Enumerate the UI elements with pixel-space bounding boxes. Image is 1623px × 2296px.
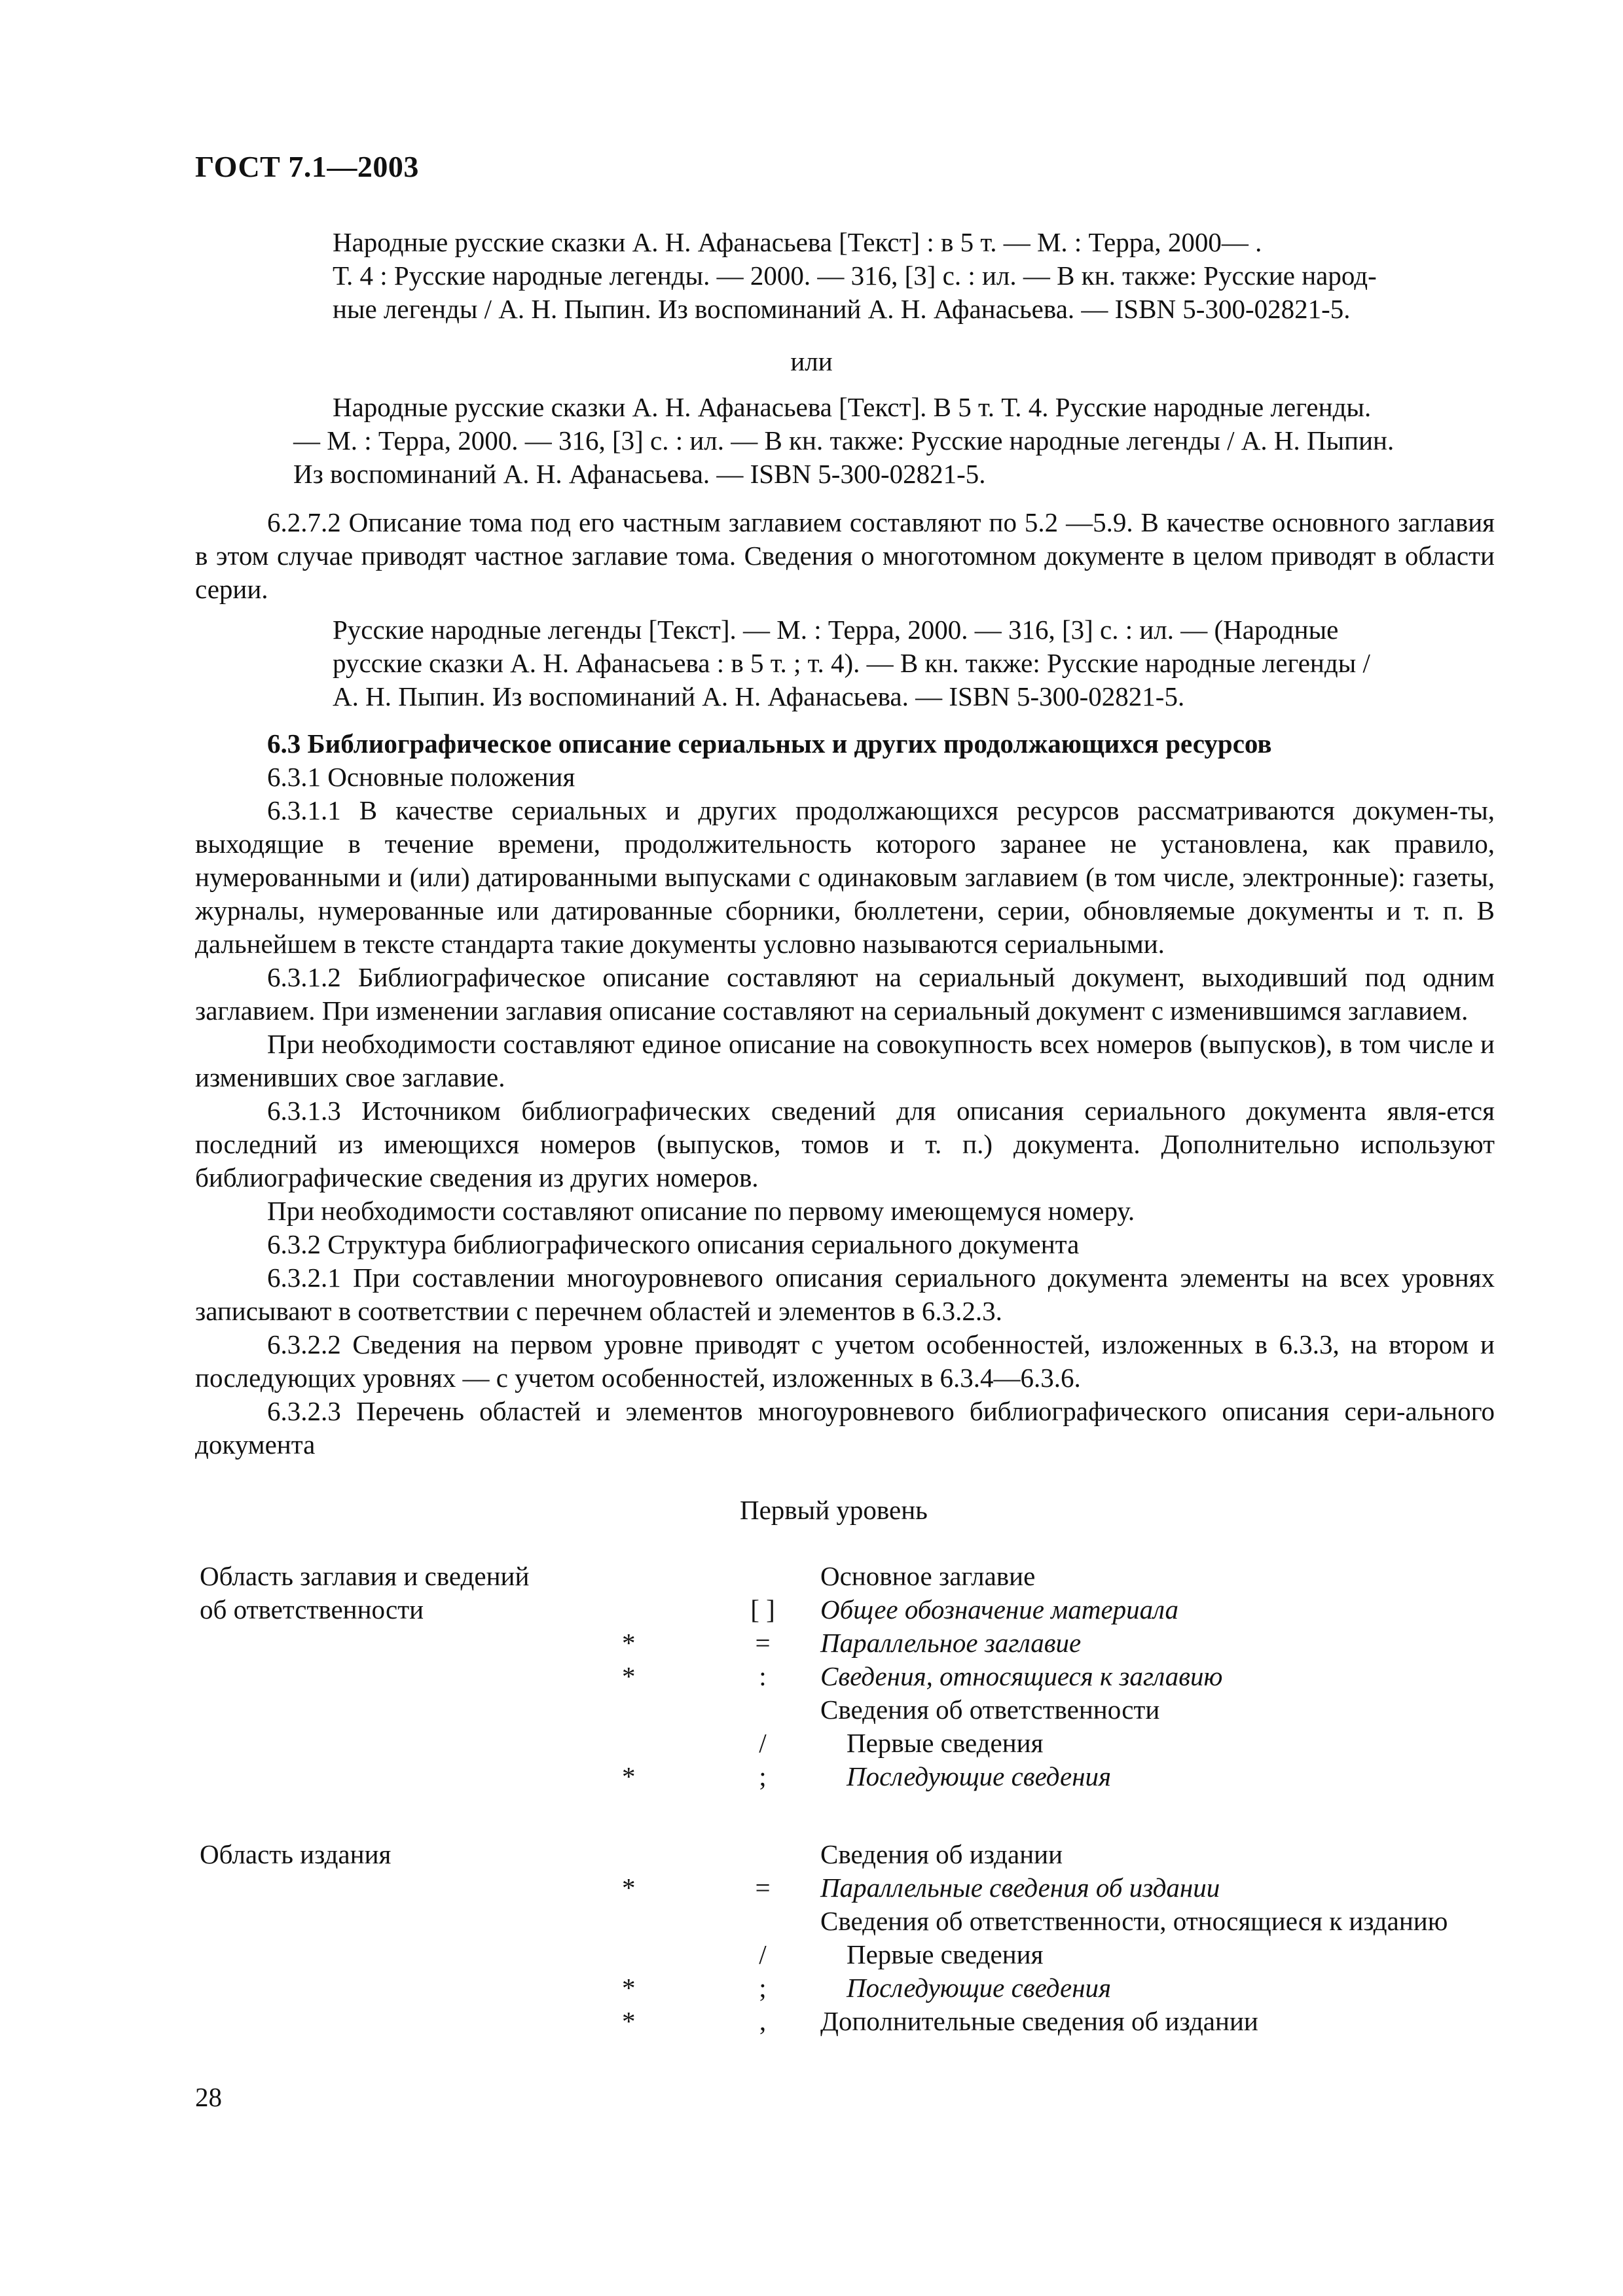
scheme-edition-area: [200, 1838, 1448, 2038]
scheme-row: [200, 1560, 1222, 1593]
example-block-2: [195, 391, 1495, 491]
paragraph-6-2-7-2: [195, 506, 1495, 606]
scheme-area-label: [200, 1693, 589, 1727]
scheme-area-label: об ответственности: [200, 1594, 424, 1624]
page-number: 28: [195, 2082, 222, 2112]
scheme-row: [200, 1760, 1222, 1793]
scheme-element-text: Сведения, относящиеся к заглавию: [820, 1661, 1223, 1691]
scheme-element: [802, 1838, 1448, 1871]
example-line: Народные русские сказки А. Н. Афанасьева [Текст]. В 5 т. Т. 4. Русские народные легенды.: [333, 392, 1372, 422]
paragraph-6-3-2-1: 6.3.2.1 При составлении многоуровневого описания сериального документа элементы на всех уровнях записывают в соответствии с перечнем областей и элементов в 6.3.2.3.: [195, 1263, 1495, 1326]
repeat-marker: [589, 1560, 723, 1593]
punctuation-sign: [723, 1905, 802, 1938]
example-line: ные легенды / А. Н. Пыпин. Из воспоминаний А. Н. Афанасьева. — ISBN 5-300-02821-5.: [333, 294, 1351, 324]
scheme-element-text: Сведения об ответственности, относящиеся к изданию: [820, 1906, 1448, 1936]
punctuation-sign: =: [755, 1628, 771, 1658]
scheme-element: [802, 1660, 1222, 1693]
scheme-area-label: [200, 1871, 589, 1905]
scheme-row: [200, 2005, 1448, 2038]
scheme-area-label: Область издания: [200, 1839, 392, 1869]
example-block-1: [195, 226, 1495, 326]
paragraph-6-3-2-2: 6.3.2.2 Сведения на первом уровне приводят с учетом особенностей, изложенных в 6.3.3, на втором и последующих уровнях — с учетом особенностей, изложенных в 6.3.4—6.3.6.: [195, 1329, 1495, 1393]
scheme-element-text: Общее обозначение материала: [820, 1594, 1179, 1624]
paragraph-6-3-2-3: 6.3.2.3 Перечень областей и элементов многоуровневого библиографического описания сери-ального документа: [195, 1396, 1495, 1460]
scheme-element: [802, 1626, 1222, 1660]
scheme-element-text: Сведения об издании: [820, 1839, 1063, 1869]
scheme-element: [802, 1971, 1448, 2005]
punctuation-sign: ;: [759, 1761, 767, 1791]
section-title: 6.3 Библиографическое описание сериальных и других продолжающихся ресурсов: [267, 728, 1272, 759]
paragraph-6-3-1-1: 6.3.1.1 В качестве сериальных и других продолжающихся ресурсов рассматриваются докумен-ты, выходящие в течение времени, продолжительность которого заранее не установлена, как правило, нумерованными и (или) датированными выпусками с одинаковым заглавием (в том числе, электронные): газеты, журналы, нумерованные или датированные сборники, бюллетени, серии, обновляемые документы и т. п. В дальнейшем в тексте стандарта такие документы условно называются сериальными.: [195, 795, 1495, 959]
example-line: Народные русские сказки А. Н. Афанасьева [Текст] : в 5 т. — М. : Терра, 2000— .: [333, 227, 1262, 257]
scheme-element: [802, 1593, 1222, 1626]
scheme-area-label: [200, 2005, 589, 2038]
punctuation-sign: /: [759, 1728, 767, 1758]
scheme-element: [802, 1727, 1222, 1760]
scheme-element: [802, 1693, 1222, 1727]
repeat-marker: *: [622, 2006, 636, 2036]
punctuation-sign: [723, 1560, 802, 1593]
repeat-marker: [589, 1938, 723, 1971]
repeat-marker: *: [622, 1628, 636, 1658]
punctuation-sign: ;: [759, 1973, 767, 2003]
example-line: Из воспоминаний А. Н. Афанасьева. — ISBN 5-300-02821-5.: [293, 459, 986, 489]
scheme-row: [200, 1727, 1222, 1760]
repeat-marker: *: [622, 1873, 636, 1903]
scheme-element: [802, 1905, 1448, 1938]
section-6-3: [195, 727, 1495, 1462]
punctuation-sign: =: [755, 1873, 771, 1903]
scheme-row: [200, 1626, 1222, 1660]
scheme-element: [802, 1760, 1222, 1793]
example-line: Т. 4 : Русские народные легенды. — 2000. — 316, [3] с. : ил. — В кн. также: Русские народ-: [333, 260, 1377, 291]
subsection-title: 6.3.1 Основные положения: [267, 762, 575, 792]
punctuation-sign: [723, 1838, 802, 1871]
punctuation-sign: ,: [759, 2006, 767, 2036]
scheme-row: [200, 1593, 1222, 1626]
paragraph-6-3-1-3-note: При необходимости составляют описание по первому имеющемуся номеру.: [267, 1196, 1135, 1226]
scheme-row: [200, 1693, 1222, 1727]
scheme-area-label: Область заглавия и сведений: [200, 1561, 530, 1591]
repeat-marker: *: [622, 1661, 636, 1691]
repeat-marker: [589, 1838, 723, 1871]
scheme-element-text: Дополнительные сведения об издании: [820, 2006, 1258, 2036]
repeat-marker: [589, 1727, 723, 1760]
scheme-row: [200, 1871, 1448, 1905]
example-line: А. Н. Пыпин. Из воспоминаний А. Н. Афанасьева. — ISBN 5-300-02821-5.: [333, 681, 1185, 711]
scheme-area-label: [200, 1971, 589, 2005]
repeat-marker: [589, 1905, 723, 1938]
scheme-element-text: Основное заглавие: [820, 1561, 1036, 1591]
repeat-marker: *: [622, 1973, 636, 2003]
scheme-element-text: Первые сведения: [847, 1728, 1044, 1758]
paragraph-text: 6.2.7.2 Описание тома под его частным заглавием составляют по 5.2 —5.9. В качестве основного заглавия в этом случае приводят частное заглавие тома. Сведения о многотомном документе в целом приводят в области серии.: [195, 507, 1495, 604]
subsection-title: 6.3.2 Структура библиографического описания сериального документа: [267, 1229, 1080, 1259]
scheme-element: [802, 1938, 1448, 1971]
scheme-title-area: [200, 1560, 1222, 1793]
repeat-marker: [589, 1693, 723, 1727]
punctuation-sign: /: [759, 1939, 767, 1969]
level-title: Первый уровень: [740, 1495, 928, 1525]
scheme-element-text: Первые сведения: [847, 1939, 1044, 1969]
repeat-marker: *: [622, 1761, 636, 1791]
scheme-area-label: [200, 1626, 589, 1660]
example-block-3: [195, 613, 1495, 713]
example-line: Русские народные легенды [Текст]. — М. : Терра, 2000. — 316, [3] с. : ил. — (Народные: [333, 615, 1339, 645]
paragraph-6-3-1-2: 6.3.1.2 Библиографическое описание составляют на сериальный документ, выходивший под одним заглавием. При изменении заглавия описание составляют на сериальный документ с изменившимся заглавием.: [195, 962, 1495, 1026]
scheme-element: [802, 1871, 1448, 1905]
scheme-area-label: [200, 1760, 589, 1793]
punctuation-sign: [723, 1693, 802, 1727]
scheme-row: [200, 1938, 1448, 1971]
scheme-row: [200, 1660, 1222, 1693]
scheme-row: [200, 1971, 1448, 2005]
punctuation-sign: [ ]: [750, 1594, 775, 1624]
example-line: русские сказки А. Н. Афанасьева : в 5 т. ; т. 4). — В кн. также: Русские народные легенды /: [333, 648, 1370, 678]
paragraph-6-3-1-2-note: При необходимости составляют единое описание на совокупность всех номеров (выпусков), в том числе и изменивших свое заглавие.: [195, 1029, 1495, 1092]
scheme-area-label: [200, 1727, 589, 1760]
scheme-element-text: Параллельные сведения об издании: [820, 1873, 1220, 1903]
scheme-element-text: Последующие сведения: [847, 1973, 1112, 2003]
document-header: ГОСТ 7.1—2003: [195, 150, 419, 183]
repeat-marker: [589, 1593, 723, 1626]
scheme-element: [802, 2005, 1448, 2038]
scheme-row: [200, 1905, 1448, 1938]
punctuation-sign: :: [759, 1661, 767, 1691]
or-separator: или: [790, 346, 833, 376]
scheme-element-text: Параллельное заглавие: [820, 1628, 1082, 1658]
scheme-area-label: [200, 1938, 589, 1971]
scheme-element-text: Последующие сведения: [847, 1761, 1112, 1791]
scheme-element-text: Сведения об ответственности: [820, 1695, 1160, 1725]
scheme-element: [802, 1560, 1222, 1593]
scheme-area-label: [200, 1660, 589, 1693]
scheme-area-label: [200, 1905, 589, 1938]
scheme-row: [200, 1838, 1448, 1871]
paragraph-6-3-1-3: 6.3.1.3 Источником библиографических сведений для описания сериального документа явля-ется последний из имеющихся номеров (выпусков, томов и т. п.) документа. Дополнительно используют библиографические сведения из других номеров.: [195, 1096, 1495, 1193]
example-line: — М. : Терра, 2000. — 316, [3] с. : ил. — В кн. также: Русские народные легенды / А. Н. Пыпин.: [293, 425, 1395, 456]
